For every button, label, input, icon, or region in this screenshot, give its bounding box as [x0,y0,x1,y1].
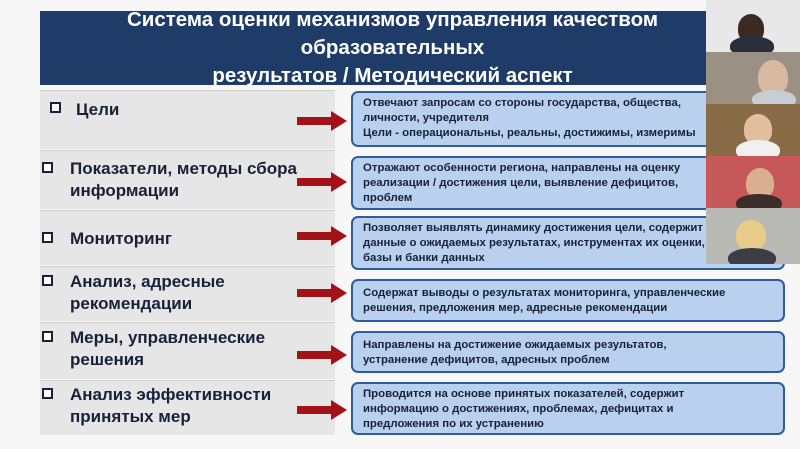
arrow-right-icon [297,345,347,365]
row-label-monitoring: Мониторинг [70,229,172,248]
checkbox-bullet-icon [42,232,53,243]
participant-video-tile[interactable] [706,52,800,104]
slide-title [40,8,745,87]
description-box-goals: Отвечают запросам со стороны государства, общества, личности, учредителя Цели - операциональны, реальны, достижимы, измеримы [351,91,785,147]
video-participants-panel [706,0,800,264]
arrow-right-icon [297,226,347,246]
row-label-goals: Цели [76,100,120,119]
checkbox-bullet-icon [42,275,53,286]
checkbox-bullet-icon [42,388,53,399]
slide-title-line-2: результатов / Методический аспект [212,64,573,87]
participant-video-tile[interactable] [706,156,800,208]
row-label-effectiveness: Анализ эффективности принятых мер [70,385,272,426]
checkbox-bullet-icon [42,331,53,342]
slide-title-line-1: Система оценки механизмов управления качеством образовательных [126,8,659,59]
participant-video-tile[interactable] [706,0,800,52]
description-box-indicators: Отражают особенности региона, направлены на оценку реализации / достижения цели, выявление дефицитов, проблем [351,156,785,210]
arrow-right-icon [297,400,347,420]
row-label-indicators: Показатели, методы сбора информации [70,159,297,200]
description-box-analysis: Содержат выводы о результатах мониторинга, управленческие решения, предложения мер, адресные рекомендации [351,279,785,322]
arrow-right-icon [297,111,347,131]
row-label-measures: Меры, управленческие решения [70,328,266,369]
checkbox-bullet-icon [42,162,53,173]
participant-video-tile[interactable] [706,104,800,156]
arrow-right-icon [297,172,347,192]
description-box-monitoring: Позволяет выявлять динамику достижения цели, содержит данные о ожидаемых результатах, инструментах их оценки, базы и банки данных [351,216,785,270]
checkbox-bullet-icon [50,102,61,113]
description-box-measures: Направлены на достижение ожидаемых результатов, устранение дефицитов, адресных проблем [351,331,785,373]
participant-video-tile[interactable] [706,208,800,264]
arrow-right-icon [297,283,347,303]
row-label-analysis: Анализ, адресные рекомендации [70,272,225,313]
description-box-effectiveness: Проводится на основе принятых показателей, содержит информацию о достижениях, проблемах, дефицитах и предложения по их устранению [351,382,785,435]
